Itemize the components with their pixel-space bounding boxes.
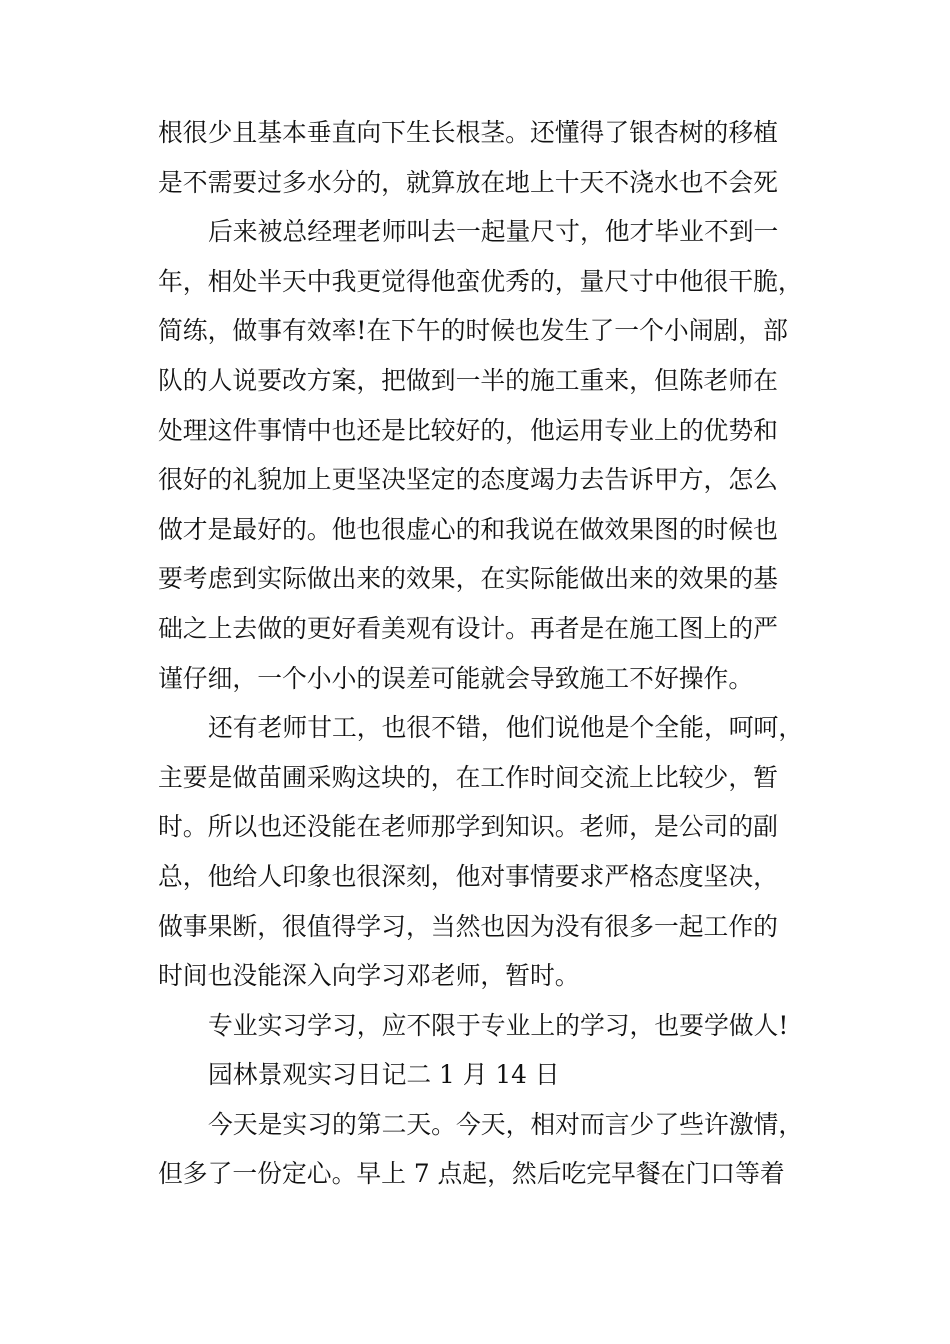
text-line: 要考虑到实际做出来的效果，在实际能做出来的效果的基 (158, 564, 778, 594)
paragraph-start-line: 专业实习学习，应不限于专业上的学习，也要学做人! (208, 1010, 789, 1040)
text-line: 很好的礼貌加上更坚决坚定的态度竭力去告诉甲方，怎么 (158, 465, 778, 495)
text-line: 年，相处半天中我更觉得他蛮优秀的，量尺寸中他很干脆， (158, 266, 803, 296)
paragraph-start-line: 后来被总经理老师叫去一起量尺寸，他才毕业不到一 (208, 217, 779, 247)
text-line: 谨仔细，一个小小的误差可能就会导致施工不好操作。 (158, 663, 754, 693)
paragraph-start-line: 今天是实习的第二天。今天，相对而言少了些许激情， (208, 1109, 804, 1139)
paragraph-start-line: 还有老师甘工，也很不错，他们说他是个全能，呵呵， (208, 713, 804, 743)
text-line: 但多了一份定心。早上 7 点起，然后吃完早餐在门口等着 (158, 1159, 785, 1189)
text-line: 做事果断，很值得学习，当然也因为没有很多一起工作的 (158, 911, 778, 941)
document-body (158, 108, 818, 1199)
text-line: 处理这件事情中也还是比较好的，他运用专业上的优势和 (158, 415, 778, 445)
text-line: 总，他给人印象也很深刻，他对事情要求严格态度坚决， (158, 861, 778, 891)
text-line: 主要是做苗圃采购这块的，在工作时间交流上比较少，暂 (158, 762, 778, 792)
text-line: 队的人说要改方案，把做到一半的施工重来，但陈老师在 (158, 365, 778, 395)
diary-heading: 园林景观实习日记二 1 月 14 日 (208, 1060, 560, 1090)
text-line: 是不需要过多水分的，就算放在地上十天不浇水也不会死 (158, 167, 778, 197)
text-line: 根很少且基本垂直向下生长根茎。还懂得了银杏树的移植 (158, 118, 778, 147)
text-line: 础之上去做的更好看美观有设计。再者是在施工图上的严 (158, 613, 778, 643)
text-line: 做才是最好的。他也很虚心的和我说在做效果图的时候也 (158, 514, 778, 544)
text-line: 简练，做事有效率!在下午的时候也发生了一个小闹剧，部 (158, 316, 788, 346)
text-line: 时。所以也还没能在老师那学到知识。老师，是公司的副 (158, 812, 778, 842)
text-line: 时间也没能深入向学习邓老师，暂时。 (158, 961, 580, 991)
